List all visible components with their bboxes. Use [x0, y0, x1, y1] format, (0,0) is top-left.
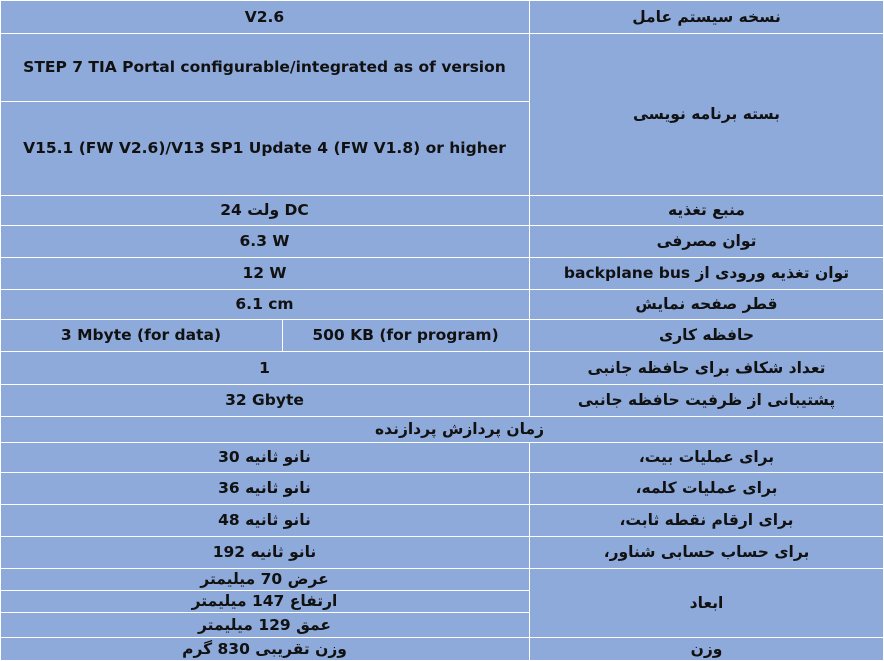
power-consumption-value: 6.3 W	[239, 232, 290, 250]
grid-line	[0, 416, 884, 417]
grid-line	[0, 590, 529, 591]
programming-package-label: بسته برنامه نویسی	[632, 105, 781, 123]
grid-line	[0, 101, 529, 102]
grid-line	[0, 289, 884, 290]
grid-line	[0, 384, 884, 385]
word-ops-value: نانو ثانیه 36	[218, 479, 311, 497]
grid-line	[0, 225, 884, 226]
dimensions-label: ابعاد	[689, 593, 724, 612]
grid-line	[0, 637, 884, 638]
power-supply-label: منبع تغذیه	[668, 201, 745, 219]
grid-line	[0, 33, 884, 34]
grid-line	[0, 612, 529, 613]
floating-point-value: نانو ثانیه 192	[212, 543, 317, 561]
grid-line	[0, 0, 884, 1]
dimensions-depth: عمق 129 میلیمتر	[197, 615, 332, 634]
programming-package-line1: STEP 7 TIA Portal configurable/integrated as of version	[23, 58, 506, 76]
display-size-value: 6.1 cm	[235, 295, 294, 313]
grid-line	[282, 319, 283, 351]
word-ops-label: برای عملیات کلمه،	[635, 479, 778, 497]
fixed-point-value: نانو ثانیه 48	[218, 511, 311, 529]
power-supply-value: DC ولت 24	[220, 201, 309, 219]
weight-label: وزن	[690, 640, 723, 658]
grid-line	[0, 504, 884, 505]
dimensions-height: ارتفاع 147 میلیمتر	[191, 592, 338, 610]
backplane-power-value: 12 W	[242, 264, 287, 282]
grid-line	[0, 536, 884, 537]
grid-line	[0, 442, 884, 443]
bit-ops-value: نانو ثانیه 30	[218, 448, 311, 466]
memory-capacity-label: پشتیبانی از ظرفیت حافظه جانبی	[577, 391, 836, 409]
grid-line	[0, 568, 884, 569]
grid-line	[0, 472, 884, 473]
weight-value: وزن تقریبی 830 گرم	[182, 640, 347, 658]
memory-slots-label: تعداد شکاف برای حافظه جانبی	[587, 358, 826, 377]
grid-line	[0, 351, 884, 352]
memory-slots-value: 1	[259, 358, 270, 377]
work-memory-label: حافظه کاری	[659, 326, 754, 344]
grid-line	[529, 442, 530, 661]
bit-ops-label: برای عملیات بیت،	[638, 448, 775, 466]
os-version-value: V2.6	[244, 7, 285, 26]
floating-point-label: برای حساب حسابی شناور،	[603, 543, 810, 561]
programming-package-line2: V15.1 (FW V2.6)/V13 SP1 Update 4 (FW V1.8) or higher	[23, 139, 506, 157]
backplane-power-label: توان تغذیه ورودی از backplane bus	[563, 264, 850, 282]
os-version-label: نسخه سیستم عامل	[632, 7, 781, 26]
work-memory-program: 500 KB (for program)	[312, 326, 499, 344]
memory-capacity-value: 32 Gbyte	[225, 391, 304, 409]
processing-time-header: زمان پردازش پردازنده	[375, 420, 544, 438]
grid-line	[0, 319, 884, 320]
grid-line	[0, 0, 1, 661]
grid-line	[0, 257, 884, 258]
grid-line	[529, 0, 530, 416]
work-memory-data: 3 Mbyte (for data)	[60, 326, 222, 344]
grid-line	[0, 195, 884, 196]
dimensions-width: عرض 70 میلیمتر	[200, 570, 329, 588]
display-size-label: قطر صفحه نمایش	[635, 295, 778, 313]
power-consumption-label: توان مصرفی	[656, 232, 757, 250]
fixed-point-label: برای ارقام نقطه ثابت،	[619, 511, 794, 529]
